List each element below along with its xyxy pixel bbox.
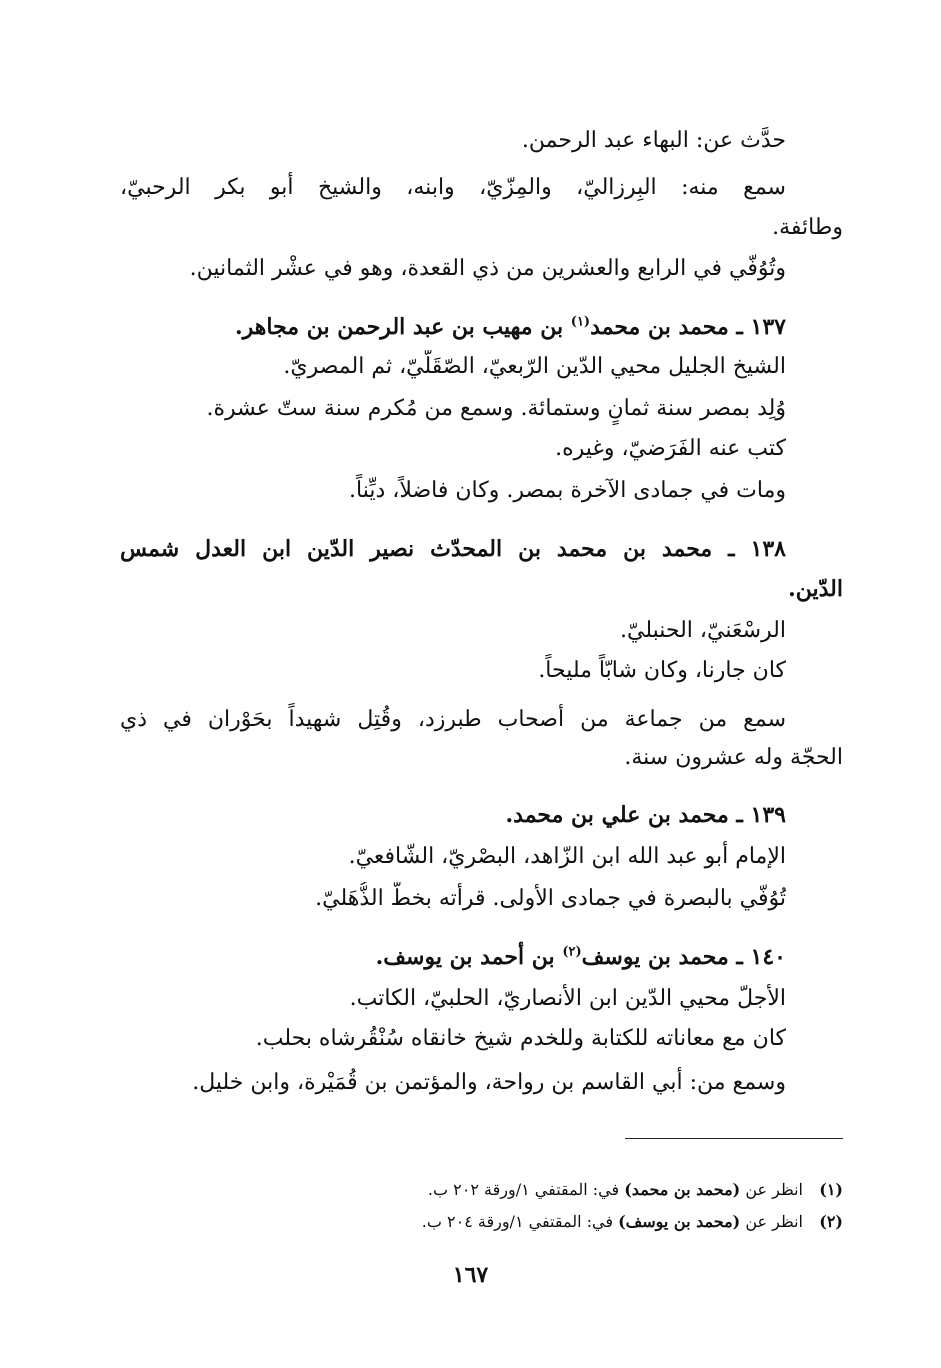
footnote-subject: (محمد بن يوسف) — [618, 1212, 741, 1231]
entry-137-heading — [120, 310, 786, 344]
text-line: ومات في جمادى الآخرة بمصر. وكان فاضلاً، ديِّناً. — [349, 478, 786, 503]
entry-139-heading: ١٣٩ ـ محمد بن علي بن محمد. — [505, 802, 786, 828]
entry-137-heading-b: بن مهيب بن عبد الرحمن بن مجاهر. — [234, 314, 571, 340]
footnote-source: في: المقتفي ١/ورقة ٢٠٢ ب. — [427, 1180, 625, 1199]
text-line: وُلِد بمصر سنة ثمانٍ وستمائة. وسمع من مُكرم سنة ستّ عشرة. — [206, 396, 786, 421]
text-line: وتُوُفّي في الرابع والعشرين من ذي القعدة، وهو في عشْر الثمانين. — [189, 256, 786, 281]
footnote-text: انظر عن — [740, 1180, 803, 1199]
footnote-ref-2[interactable]: (٢) — [562, 944, 582, 960]
footnote-number: (١) — [819, 1180, 843, 1199]
entry-140-heading-b: بن أحمد بن يوسف. — [375, 944, 563, 970]
text-line: الأجلّ محيي الدّين ابن الأنصاريّ، الحلبيّ، الكاتب. — [349, 986, 786, 1011]
text-line: سمع منه: البِرزاليّ، والمِزّيّ، وابنه، والشيخ أبو بكر الرحبيّ، — [120, 175, 786, 200]
footnote-text: انظر عن — [740, 1212, 803, 1231]
text-line: الشيخ الجليل محيي الدّين الرّبعيّ، الصّقَلّيّ، ثم المصريّ. — [283, 354, 786, 379]
text-line: الحجّة وله عشرون سنة. — [624, 745, 843, 770]
text-line: وسمع من: أبي القاسم بن رواحة، والمؤتمن بن قُمَيْرة، وابن خليل. — [192, 1070, 786, 1095]
text-line: الرسْعَنيّ، الحنبليّ. — [620, 618, 786, 643]
footnote-2 — [200, 1210, 843, 1234]
footnote-source: في: المقتفي ١/ورقة ٢٠٤ ب. — [421, 1212, 619, 1231]
text-line: وطائفة. — [772, 215, 843, 240]
entry-140-heading — [120, 940, 786, 974]
entry-137-heading-a: ١٣٧ ـ محمد بن محمد — [590, 314, 786, 340]
text-line: حدَّث عن: البهاء عبد الرحمن. — [521, 128, 786, 153]
entry-138-heading-cont: الدّين. — [788, 576, 843, 602]
footnote-number: (٢) — [819, 1212, 843, 1231]
footnote-subject: (محمد بن محمد) — [624, 1180, 741, 1199]
text-line: كتب عنه الفَرَضيّ، وغيره. — [555, 436, 786, 461]
entry-138-heading: ١٣٨ ـ محمد بن محمد بن المحدّث نصير الدّين ابن العدل شمس — [120, 536, 786, 562]
text-line: سمع من جماعة من أصحاب طبرزد، وقُتِل شهيداً بحَوْران في ذي — [120, 707, 786, 732]
footnote-divider — [625, 1138, 843, 1139]
text-line: الإمام أبو عبد الله ابن الزّاهد، البصْريّ، الشّافعيّ. — [348, 844, 786, 869]
text-line: كان مع معاناته للكتابة وللخدم شيخ خانقاه سُنْقُرشاه بحلب. — [255, 1026, 786, 1051]
footnote-ref-1[interactable]: (١) — [570, 314, 591, 330]
entry-140-heading-a: ١٤٠ ـ محمد بن يوسف — [581, 944, 786, 970]
page-number: ١٦٧ — [452, 1262, 489, 1288]
text-line: كان جارنا، وكان شابّاً مليحاً. — [538, 658, 786, 683]
text-line: تُوُفّي بالبصرة في جمادى الأولى. قرأته بخطّ الذُّهَليّ. — [315, 886, 786, 911]
footnote-1 — [200, 1178, 843, 1202]
